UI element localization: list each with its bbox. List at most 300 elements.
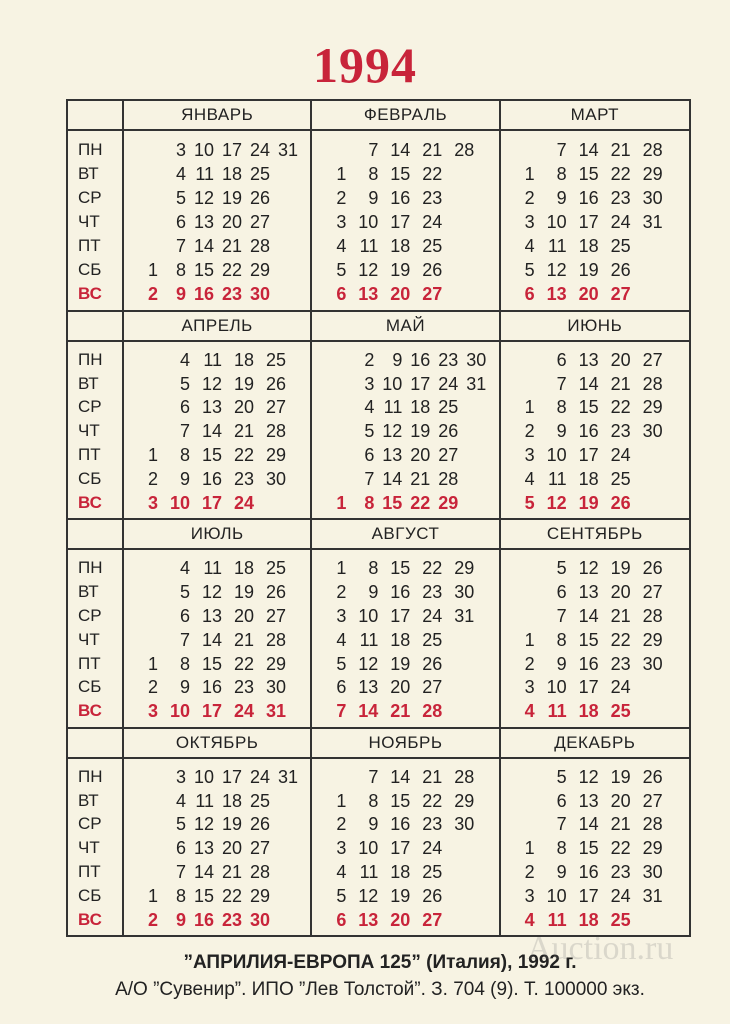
week-row [320, 630, 498, 649]
day-number: 30 [454, 814, 475, 835]
day-number: 29 [454, 558, 475, 579]
day-number: 16 [578, 862, 599, 883]
weekday-label: ПТ [78, 653, 101, 673]
week-row [320, 791, 498, 810]
day-number: 4 [524, 909, 535, 930]
day-number: 16 [390, 187, 411, 208]
day-number: 13 [201, 605, 222, 626]
day-number: 20 [233, 605, 254, 626]
week-row [320, 862, 498, 881]
day-number: 31 [642, 211, 663, 232]
day-number: 17 [578, 445, 599, 466]
corner-cell [68, 101, 124, 131]
day-number: 11 [195, 790, 214, 811]
day-number: 3 [336, 838, 347, 859]
week-row [509, 236, 689, 255]
day-number: 11 [547, 909, 567, 930]
day-number: 8 [368, 558, 379, 579]
week-row [132, 421, 310, 440]
day-number: 26 [265, 373, 286, 394]
week-row [509, 374, 689, 393]
day-number: 9 [175, 283, 186, 304]
day-number: 18 [578, 701, 599, 722]
week-row [509, 654, 689, 673]
day-number: 10 [546, 211, 567, 232]
day-number: 9 [368, 814, 379, 835]
day-number: 5 [179, 373, 190, 394]
day-number: 25 [265, 558, 286, 579]
day-number: 15 [390, 558, 411, 579]
day-number: 18 [578, 468, 599, 489]
day-number: 24 [422, 605, 443, 626]
day-number: 11 [359, 862, 379, 883]
week-row [132, 236, 310, 255]
day-number: 17 [410, 373, 431, 394]
day-number: 3 [524, 211, 535, 232]
day-number: 2 [524, 421, 535, 442]
day-number: 30 [265, 677, 286, 698]
day-number: 10 [358, 211, 379, 232]
day-number: 1 [524, 163, 535, 184]
day-number: 7 [175, 862, 186, 883]
day-number: 7 [368, 139, 379, 160]
day-number: 29 [642, 397, 663, 418]
corner-cell [68, 520, 124, 550]
day-number: 20 [610, 582, 631, 603]
day-number: 6 [364, 445, 375, 466]
day-number: 17 [390, 211, 411, 232]
day-number: 2 [524, 653, 535, 674]
week-row [509, 493, 689, 512]
day-number: 4 [179, 349, 190, 370]
weekday-label: ПТ [78, 862, 101, 882]
day-number: 2 [147, 677, 158, 698]
day-number: 16 [410, 349, 431, 370]
day-number: 19 [610, 558, 631, 579]
day-number: 23 [610, 862, 631, 883]
day-number: 11 [383, 397, 403, 418]
day-number: 31 [277, 139, 298, 160]
weekday-label: СР [78, 187, 102, 207]
day-number: 16 [201, 468, 222, 489]
day-number: 16 [578, 421, 599, 442]
week-row [509, 814, 689, 833]
day-number: 27 [422, 677, 443, 698]
weekday-label: ПТ [78, 235, 101, 255]
day-number: 29 [265, 653, 286, 674]
day-number: 29 [265, 445, 286, 466]
day-number: 25 [610, 909, 631, 930]
weekday-label: СР [78, 605, 102, 625]
day-number: 24 [422, 838, 443, 859]
day-number: 26 [642, 558, 663, 579]
day-number: 21 [610, 139, 631, 160]
month-name: АПРЕЛЬ [124, 312, 312, 342]
day-number: 8 [556, 838, 567, 859]
day-number: 8 [175, 259, 186, 280]
day-number: 6 [556, 582, 567, 603]
day-number: 2 [147, 909, 158, 930]
day-number: 4 [175, 790, 186, 811]
weekday-label: СБ [78, 885, 102, 905]
day-number: 1 [336, 492, 347, 513]
week-row [132, 910, 310, 929]
day-number: 31 [642, 885, 663, 906]
day-number: 15 [578, 397, 599, 418]
day-number: 16 [390, 814, 411, 835]
day-number: 9 [179, 677, 190, 698]
weekday-label: ВТ [78, 582, 99, 602]
day-number: 3 [364, 373, 375, 394]
month-days [124, 550, 312, 727]
day-number: 17 [578, 885, 599, 906]
day-number: 29 [642, 838, 663, 859]
day-number: 22 [422, 163, 443, 184]
month-name: ИЮЛЬ [124, 520, 312, 550]
day-number: 14 [358, 701, 379, 722]
day-number: 20 [578, 283, 599, 304]
week-row [320, 445, 498, 464]
day-number: 10 [546, 677, 567, 698]
week-row [320, 188, 498, 207]
day-number: 21 [422, 766, 443, 787]
day-number: 12 [546, 492, 567, 513]
month-name: ДЕКАБРЬ [501, 729, 689, 759]
day-number: 20 [233, 397, 254, 418]
day-number: 23 [221, 909, 242, 930]
day-number: 15 [390, 790, 411, 811]
day-number: 18 [410, 397, 431, 418]
week-row [509, 630, 689, 649]
weekday-label: ВС [78, 909, 102, 929]
day-number: 8 [364, 492, 375, 513]
day-number: 14 [578, 814, 599, 835]
day-number: 20 [221, 211, 242, 232]
day-number: 15 [578, 838, 599, 859]
day-number: 30 [642, 421, 663, 442]
day-number: 3 [524, 677, 535, 698]
day-number: 28 [642, 605, 663, 626]
day-number: 20 [610, 349, 631, 370]
week-row [509, 558, 689, 577]
day-number: 22 [422, 558, 443, 579]
day-number: 21 [233, 629, 254, 650]
week-row [509, 910, 689, 929]
day-number: 7 [556, 605, 567, 626]
day-number: 2 [524, 187, 535, 208]
day-number: 24 [438, 373, 459, 394]
day-number: 16 [578, 187, 599, 208]
quarter-row [68, 727, 689, 936]
weekday-column [68, 550, 124, 727]
day-number: 15 [201, 653, 222, 674]
day-number: 6 [336, 909, 347, 930]
week-row [320, 350, 498, 369]
day-number: 25 [249, 790, 270, 811]
week-row [132, 140, 310, 159]
day-number: 15 [201, 445, 222, 466]
day-number: 22 [610, 163, 631, 184]
weekday-label: ПН [78, 766, 103, 786]
day-number: 3 [175, 139, 186, 160]
week-row [132, 350, 310, 369]
day-number: 14 [193, 235, 214, 256]
week-row [132, 862, 310, 881]
day-number: 7 [556, 139, 567, 160]
week-row [132, 677, 310, 696]
week-row [132, 493, 310, 512]
weekday-label: СБ [78, 677, 102, 697]
day-number: 25 [265, 349, 286, 370]
day-number: 24 [249, 766, 270, 787]
day-number: 2 [147, 283, 158, 304]
week-row [132, 469, 310, 488]
day-number: 27 [422, 909, 443, 930]
day-number: 13 [578, 582, 599, 603]
day-number: 24 [610, 885, 631, 906]
day-number: 20 [221, 838, 242, 859]
week-row [132, 164, 310, 183]
day-number: 18 [221, 163, 242, 184]
day-number: 5 [179, 582, 190, 603]
day-number: 16 [578, 653, 599, 674]
day-number: 28 [438, 468, 459, 489]
week-row [509, 469, 689, 488]
day-number: 1 [524, 397, 535, 418]
day-number: 12 [546, 259, 567, 280]
day-number: 27 [642, 790, 663, 811]
day-number: 23 [233, 677, 254, 698]
quarter-row [68, 310, 689, 519]
day-number: 14 [390, 766, 411, 787]
day-number: 21 [610, 605, 631, 626]
day-number: 7 [368, 766, 379, 787]
day-number: 11 [547, 235, 567, 256]
day-number: 27 [438, 445, 459, 466]
week-row [509, 350, 689, 369]
day-number: 4 [524, 701, 535, 722]
day-number: 15 [193, 259, 214, 280]
day-number: 13 [193, 838, 214, 859]
month-name: МАЙ [312, 312, 500, 342]
day-number: 3 [147, 492, 158, 513]
week-row [320, 677, 498, 696]
week-row [509, 188, 689, 207]
day-number: 6 [336, 283, 347, 304]
week-row [320, 164, 498, 183]
weekday-label: ВС [78, 701, 102, 721]
weekday-label: ЧТ [78, 629, 100, 649]
week-row [509, 421, 689, 440]
day-number: 27 [642, 349, 663, 370]
month-days [312, 759, 500, 936]
day-number: 19 [233, 373, 254, 394]
day-number: 30 [642, 187, 663, 208]
day-number: 26 [249, 187, 270, 208]
day-number: 19 [410, 421, 431, 442]
day-number: 23 [610, 187, 631, 208]
day-number: 25 [249, 163, 270, 184]
day-number: 2 [147, 468, 158, 489]
year-title: 1994 [313, 37, 417, 93]
weekday-label: ПТ [78, 445, 101, 465]
day-number: 18 [390, 235, 411, 256]
day-number: 17 [221, 139, 242, 160]
day-number: 28 [454, 139, 475, 160]
day-number: 7 [556, 373, 567, 394]
day-number: 1 [147, 885, 158, 906]
day-number: 8 [179, 445, 190, 466]
day-number: 20 [390, 909, 411, 930]
day-number: 29 [642, 163, 663, 184]
day-number: 11 [195, 163, 214, 184]
day-number: 21 [610, 814, 631, 835]
day-number: 12 [201, 373, 222, 394]
week-row [509, 862, 689, 881]
week-row [509, 260, 689, 279]
day-number: 5 [175, 187, 186, 208]
week-row [132, 606, 310, 625]
day-number: 7 [179, 629, 190, 650]
day-number: 5 [524, 259, 535, 280]
week-row [132, 284, 310, 303]
day-number: 4 [336, 235, 347, 256]
day-number: 17 [390, 605, 411, 626]
day-number: 12 [578, 766, 599, 787]
day-number: 29 [454, 790, 475, 811]
weekday-column [68, 342, 124, 519]
day-number: 30 [642, 862, 663, 883]
day-number: 25 [422, 629, 443, 650]
week-row [132, 397, 310, 416]
day-number: 4 [179, 558, 190, 579]
week-row [132, 558, 310, 577]
month-name: ОКТЯБРЬ [124, 729, 312, 759]
week-row [320, 374, 498, 393]
day-number: 8 [556, 629, 567, 650]
day-number: 27 [642, 582, 663, 603]
day-number: 30 [265, 468, 286, 489]
week-row [509, 445, 689, 464]
day-number: 25 [422, 235, 443, 256]
day-number: 26 [422, 259, 443, 280]
day-number: 31 [265, 701, 286, 722]
month-days [124, 342, 312, 519]
week-row [132, 654, 310, 673]
weekday-label: ВТ [78, 163, 99, 183]
day-number: 11 [359, 235, 379, 256]
day-number: 24 [610, 445, 631, 466]
month-days [124, 759, 312, 936]
day-number: 27 [249, 211, 270, 232]
week-row [132, 814, 310, 833]
week-row [132, 791, 310, 810]
weekday-label: ЧТ [78, 838, 100, 858]
day-number: 20 [390, 283, 411, 304]
day-number: 19 [578, 259, 599, 280]
day-number: 26 [642, 766, 663, 787]
week-row [320, 469, 498, 488]
day-number: 4 [336, 862, 347, 883]
quarter-row [68, 101, 689, 310]
day-number: 31 [454, 605, 475, 626]
day-number: 26 [438, 421, 459, 442]
day-number: 15 [193, 885, 214, 906]
week-row [509, 767, 689, 786]
weekday-label: ВС [78, 283, 102, 303]
day-number: 16 [193, 283, 214, 304]
week-row [320, 838, 498, 857]
weekday-column [68, 131, 124, 310]
day-number: 12 [358, 259, 379, 280]
week-row [132, 260, 310, 279]
day-number: 22 [233, 445, 254, 466]
week-row [320, 493, 498, 512]
day-number: 27 [610, 283, 631, 304]
day-number: 13 [358, 283, 379, 304]
month-days [312, 550, 500, 727]
day-number: 5 [556, 558, 567, 579]
corner-cell [68, 312, 124, 342]
week-row [132, 630, 310, 649]
day-number: 13 [358, 909, 379, 930]
day-number: 4 [336, 629, 347, 650]
month-name: АВГУСТ [312, 520, 500, 550]
day-number: 15 [382, 492, 403, 513]
day-number: 13 [578, 790, 599, 811]
day-number: 22 [233, 653, 254, 674]
day-number: 13 [201, 397, 222, 418]
day-number: 9 [556, 862, 567, 883]
day-number: 16 [193, 909, 214, 930]
day-number: 25 [610, 701, 631, 722]
week-row [132, 838, 310, 857]
day-number: 3 [524, 445, 535, 466]
day-number: 14 [578, 139, 599, 160]
day-number: 4 [175, 163, 186, 184]
day-number: 6 [179, 397, 190, 418]
day-number: 19 [610, 766, 631, 787]
day-number: 10 [546, 445, 567, 466]
month-name: СЕНТЯБРЬ [501, 520, 689, 550]
day-number: 11 [359, 629, 379, 650]
day-number: 19 [390, 653, 411, 674]
day-number: 19 [578, 492, 599, 513]
day-number: 27 [422, 283, 443, 304]
week-row [509, 838, 689, 857]
day-number: 16 [201, 677, 222, 698]
day-number: 19 [390, 259, 411, 280]
day-number: 16 [390, 582, 411, 603]
day-number: 28 [642, 139, 663, 160]
week-row [320, 654, 498, 673]
day-number: 11 [547, 701, 567, 722]
day-number: 28 [265, 629, 286, 650]
day-number: 13 [546, 283, 567, 304]
day-number: 3 [336, 605, 347, 626]
day-number: 1 [147, 653, 158, 674]
weekday-label: ПН [78, 349, 103, 369]
week-row [509, 140, 689, 159]
day-number: 28 [265, 421, 286, 442]
day-number: 5 [556, 766, 567, 787]
day-number: 20 [410, 445, 431, 466]
day-number: 6 [556, 349, 567, 370]
week-row [320, 397, 498, 416]
day-number: 30 [642, 653, 663, 674]
day-number: 22 [610, 838, 631, 859]
day-number: 30 [454, 582, 475, 603]
